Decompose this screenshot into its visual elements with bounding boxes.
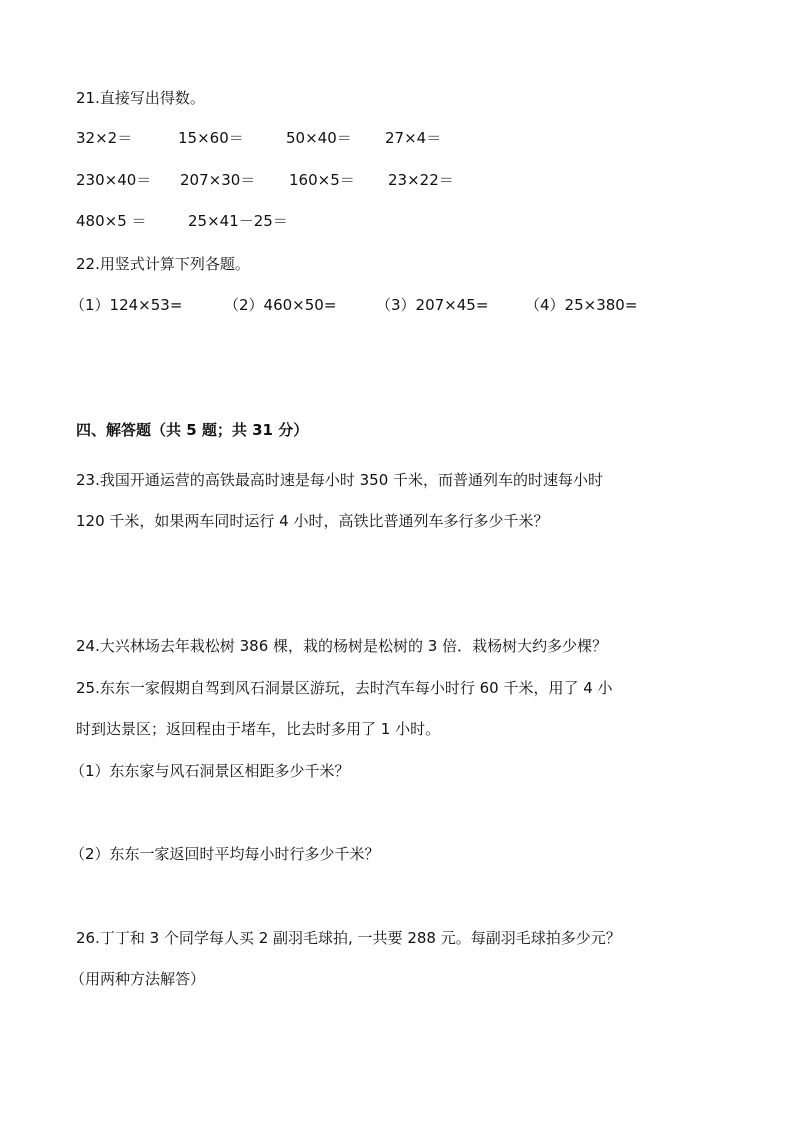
q21-expression: 27×4＝ bbox=[385, 129, 442, 147]
q21-expression: 32×2＝ bbox=[76, 129, 133, 147]
q21-row-1 bbox=[0, 128, 794, 148]
question-25-line-1: 25.东东一家假期自驾到风石洞景区游玩，去时汽车每小时行 60 千米，用了 4 小 bbox=[76, 679, 613, 697]
q22-item: （1）124×53= bbox=[70, 296, 183, 314]
q21-row-2 bbox=[0, 170, 794, 190]
q21-expression: 50×40＝ bbox=[286, 129, 352, 147]
question-26-line-1: 26.丁丁和 3 个同学每人买 2 副羽毛球拍, 一共要 288 元。每副羽毛球拍多少元？ bbox=[76, 929, 621, 947]
q21-expression: 230×40＝ bbox=[76, 171, 152, 189]
question-22-title: 22.用竖式计算下列各题。 bbox=[76, 255, 250, 273]
question-26-line-2: （用两种方法解答） bbox=[70, 970, 206, 988]
q21-expression: 25×41－25＝ bbox=[188, 212, 288, 230]
question-21-title: 21.直接写出得数。 bbox=[76, 89, 205, 107]
question-24-text: 24.大兴林场去年栽松树 386 棵，栽的杨树是松树的 3 倍．栽杨树大约多少棵？ bbox=[76, 637, 608, 655]
q21-expression: 15×60＝ bbox=[178, 129, 244, 147]
q21-expression: 207×30＝ bbox=[180, 171, 256, 189]
q22-item: （3）207×45= bbox=[376, 296, 489, 314]
q21-row-3 bbox=[0, 211, 794, 231]
q22-items-row bbox=[0, 295, 794, 315]
section-4-title: 四、解答题（共 5 题；共 31 分） bbox=[76, 421, 309, 439]
q22-item: （4）25×380= bbox=[525, 296, 638, 314]
question-23-line-2: 120 千米，如果两车同时运行 4 小时，高铁比普通列车多行多少千米？ bbox=[76, 512, 549, 530]
q21-expression: 160×5＝ bbox=[289, 171, 355, 189]
q21-expression: 23×22＝ bbox=[388, 171, 454, 189]
q22-item: （2）460×50= bbox=[224, 296, 337, 314]
question-25-sub-1: （1）东东家与风石洞景区相距多少千米？ bbox=[70, 762, 350, 780]
q21-expression: 480×5 ＝ bbox=[76, 212, 147, 230]
question-25-sub-2: （2）东东一家返回时平均每小时行多少千米？ bbox=[70, 845, 380, 863]
question-25-line-2: 时到达景区；返回程由于堵车，比去时多用了 1 小时。 bbox=[76, 720, 441, 738]
question-23-line-1: 23.我国开通运营的高铁最高时速是每小时 350 千米，而普通列车的时速每小时 bbox=[76, 471, 604, 489]
